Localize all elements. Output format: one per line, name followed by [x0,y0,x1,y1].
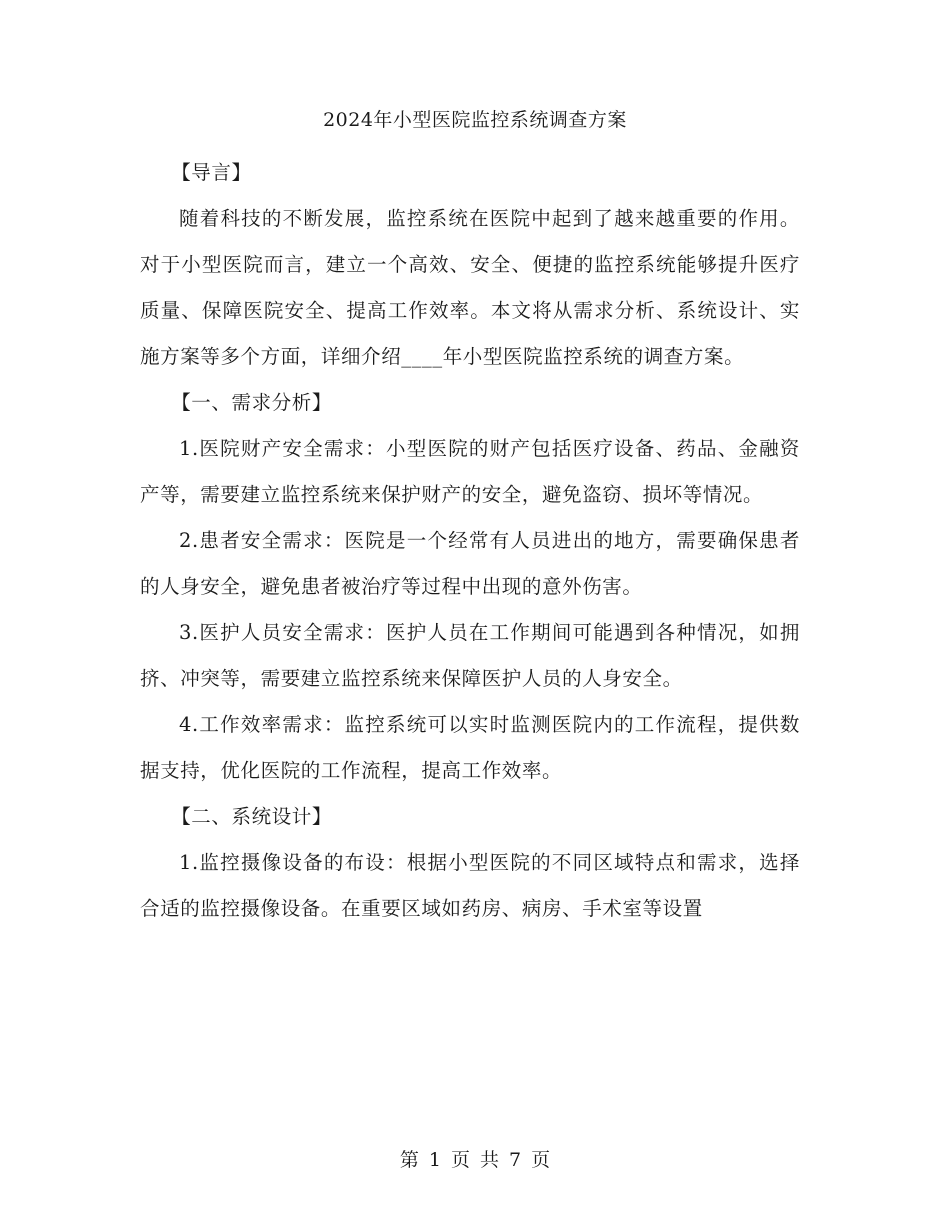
section-heading-design: 【二、系统设计】 [171,805,332,828]
paragraph-requirement-1: 1.医院财产安全需求：小型医院的财产包括医疗设备、药品、金融资产等，需要建立监控系统来保护财产的安全，避免盗窃、损坏等情况。 [140,437,800,506]
paragraph-requirement-3: 3.医护人员安全需求：医护人员在工作期间可能遇到各种情况，如拥挤、冲突等，需要建立监控系统来保障医护人员的人身安全。 [140,621,800,690]
paragraph-requirement-4: 4.工作效率需求：监控系统可以实时监测医院内的工作流程，提供数据支持，优化医院的工作流程，提高工作效率。 [140,713,800,782]
paragraph-requirement-2: 2.患者安全需求：医院是一个经常有人员进出的地方，需要确保患者的人身安全，避免患者被治疗等过程中出现的意外伤害。 [140,529,800,598]
page-footer: 第 1 页 共 7 页 [399,1149,551,1171]
section-heading-requirements: 【一、需求分析】 [171,391,332,414]
paragraph-intro: 随着科技的不断发展，监控系统在医院中起到了越来越重要的作用。对于小型医院而言，建立一个高效、安全、便捷的监控系统能够提升医疗质量、保障医院安全、提高工作效率。本文将从需求分析、系统设计、实施方案等多个方面，详细介绍____年小型医院监控系统的调查方案。 [140,207,800,368]
document-title: 2024年小型医院监控系统调查方案 [323,109,627,131]
document-body [140,150,800,932]
section-heading-intro: 【导言】 [171,161,252,184]
paragraph-design-1: 1.监控摄像设备的布设：根据小型医院的不同区域特点和需求，选择合适的监控摄像设备。在重要区域如药房、病房、手术室等设置 [140,851,800,920]
